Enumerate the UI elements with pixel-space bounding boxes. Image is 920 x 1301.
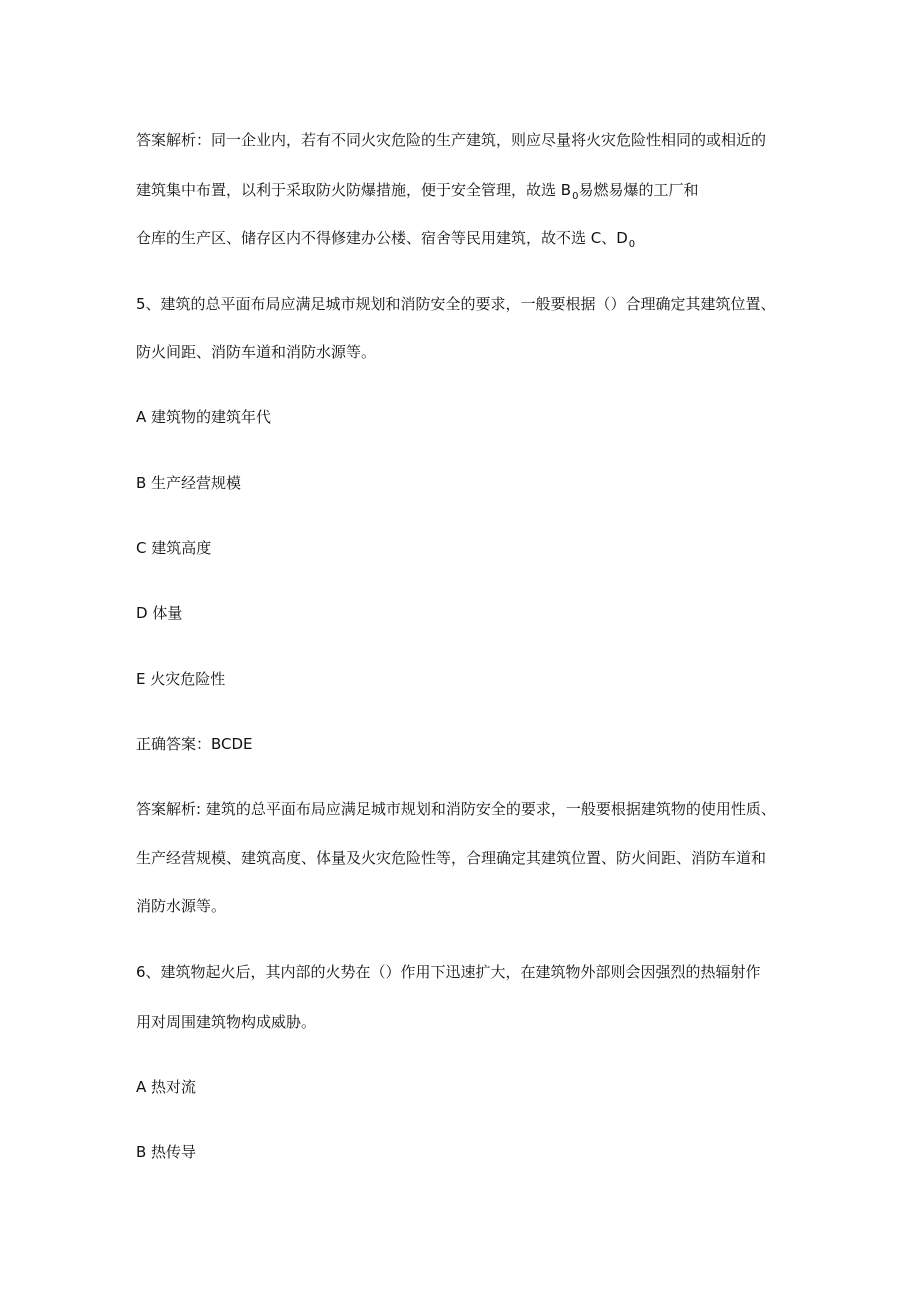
q6-option-b: B 热传导: [136, 1143, 197, 1161]
q6-stem-line-1: 6、建筑物起火后，其内部的火势在（）作用下迅速扩大，在建筑物外部则会因强烈的热辐射作: [136, 963, 761, 981]
q4-explanation-line-3-text: 仓库的生产区、储存区内不得修建办公楼、宿舍等民用建筑，故不选 C、D: [136, 229, 628, 247]
q5-explanation-line-2: 生产经营规模、建筑高度、体量及火灾危险性等，合理确定其建筑位置、防火间距、消防车道和: [136, 849, 767, 867]
q4-explanation-line-2-text-b: 易燃易爆的工厂和: [578, 181, 699, 199]
q5-option-a: A 建筑物的建筑年代: [136, 408, 272, 426]
q4-explanation-line-2: [136, 180, 698, 203]
q5-explanation-line-3: 消防水源等。: [136, 897, 227, 915]
q6-stem-line-2: 用对周围建筑物构成威胁。: [136, 1013, 317, 1031]
q4-explanation-line-3: [136, 228, 635, 251]
q4-explanation-line-3-subscript: 0: [628, 239, 636, 250]
q5-option-e: E 火灾危险性: [136, 670, 226, 688]
q5-option-d: D 体量: [136, 604, 183, 622]
q4-explanation-line-2-subscript: 0: [572, 191, 579, 202]
q6-option-a: A 热对流: [136, 1078, 197, 1096]
q5-explanation-line-1: 答案解析: 建筑的总平面布局应满足城市规划和消防安全的要求，一般要根据建筑物的使用性质、: [136, 800, 776, 818]
q5-option-c: C 建筑高度: [136, 539, 212, 557]
q4-explanation-line-2-text-a: 建筑集中布置，以利于采取防火防爆措施，便于安全管理，故选 B: [136, 181, 572, 199]
q5-option-b: B 生产经营规模: [136, 474, 242, 492]
q5-stem-line-2: 防火间距、消防车道和消防水源等。: [136, 343, 377, 361]
q4-explanation-line-1: 答案解析：同一企业内，若有不同火灾危险的生产建筑，则应尽量将火灾危险性相同的或相近的: [136, 131, 767, 149]
q5-stem-line-1: 5、建筑的总平面布局应满足城市规划和消防安全的要求，一般要根据（）合理确定其建筑位置、: [136, 295, 776, 313]
q5-correct-answer: 正确答案：BCDE: [136, 735, 253, 753]
